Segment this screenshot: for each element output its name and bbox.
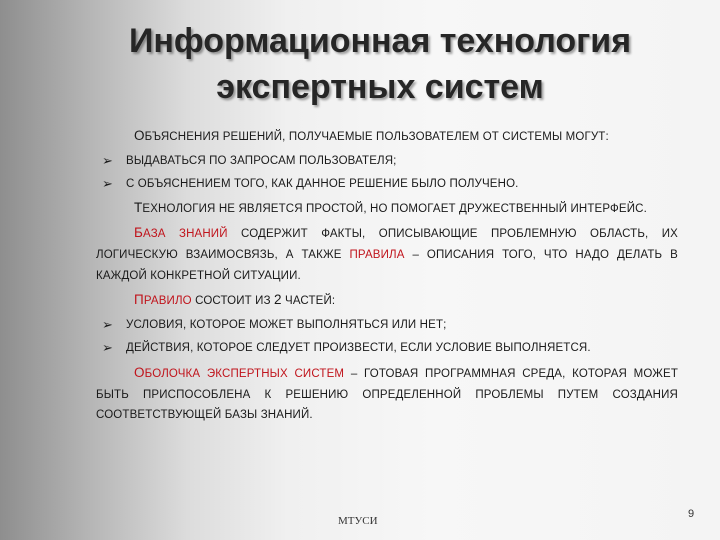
- slide-body: [96, 126, 678, 426]
- slide-title: Информационная технология экспертных систем: [128, 22, 632, 106]
- term-expert-system-shell: БОЛОЧКА ЭКСПЕРТНЫХ СИСТЕМ: [144, 367, 345, 380]
- drop-letter: Т: [134, 199, 143, 215]
- paragraph-text: – ГОТОВАЯ ПРОГРАММНАЯ СРЕДА, КОТОРАЯ МОЖЕТ БЫТЬ ПРИСПОСОБЛЕНА К РЕШЕНИЮ ОПРЕДЕЛЕННОЙ ПРОБЛЕМЫ ПУТЕМ СОЗДАНИЯ СООТВЕТСТВУЮЩЕЙ БАЗЫ ЗНАНИЙ.: [96, 367, 679, 422]
- paragraph-shell: [96, 363, 678, 426]
- drop-letter: О: [134, 364, 145, 380]
- paragraph-rule: [96, 290, 678, 312]
- arrow-bullet-icon: ➢: [102, 176, 114, 192]
- paragraph-text: СОДЕРЖИТ ФАКТЫ, ОПИСЫВАЮЩИЕ ПРОБЛЕМНУЮ ОБЛАСТЬ, ИХ ЛОГИЧЕСКУЮ ВЗАИМОСВЯЗЬ, А ТАКЖЕ: [96, 228, 678, 261]
- list-item-text: ДЕЙСТВИЯ, КОТОРОЕ СЛЕДУЕТ ПРОИЗВЕСТИ, ЕСЛИ УСЛОВИЕ ВЫПОЛНЯЕТСЯ.: [126, 342, 591, 355]
- paragraph-text: БЪЯСНЕНИЯ РЕШЕНИЙ, ПОЛУЧАЕМЫЕ ПОЛЬЗОВАТЕЛЕМ ОТ СИСТЕМЫ МОГУТ:: [144, 131, 609, 143]
- footer-organization: МТУСИ: [338, 515, 378, 527]
- term-rules: ПРАВИЛА: [349, 248, 405, 261]
- list-item: [102, 338, 678, 359]
- drop-letter: Б: [134, 225, 144, 241]
- arrow-bullet-icon: ➢: [102, 340, 114, 356]
- list-item-text: С ОБЪЯСНЕНИЕМ ТОГО, КАК ДАННОЕ РЕШЕНИЕ БЫЛО ПОЛУЧЕНО.: [126, 178, 519, 191]
- parts-count: 2: [274, 292, 282, 308]
- term-rule: РАВИЛО: [143, 295, 192, 308]
- drop-letter: О: [134, 128, 145, 143]
- paragraph-text: ЧАСТЕЙ:: [281, 295, 336, 308]
- list-item: [102, 151, 678, 172]
- list-item: [102, 315, 678, 336]
- arrow-bullet-icon: ➢: [102, 152, 114, 168]
- paragraph-text: ЕХНОЛОГИЯ НЕ ЯВЛЯЕТСЯ ПРОСТОЙ, НО ПОМОГАЕТ ДРУЖЕСТВЕННЫЙ ИНТЕРФЕЙС.: [142, 202, 647, 215]
- paragraph-text: СОСТОИТ ИЗ: [191, 295, 275, 308]
- term-knowledge-base: АЗА ЗНАНИЙ: [143, 228, 228, 241]
- list-item-text: УСЛОВИЯ, КОТОРОЕ МОЖЕТ ВЫПОЛНЯТЬСЯ ИЛИ НЕТ;: [126, 318, 447, 331]
- paragraph-technology: [96, 198, 678, 220]
- paragraph-knowledge-base: [96, 223, 678, 286]
- page-number: 9: [688, 508, 695, 520]
- list-item-text: ВЫДАВАТЬСЯ ПО ЗАПРОСАМ ПОЛЬЗОВАТЕЛЯ;: [126, 154, 397, 167]
- paragraph-explanations: [96, 126, 678, 148]
- arrow-bullet-icon: ➢: [102, 316, 114, 332]
- paragraph-text: – ОПИСАНИЯ ТОГО, ЧТО НАДО ДЕЛАТЬ В КАЖДОЙ КОНКРЕТНОЙ СИТУАЦИИ.: [96, 248, 678, 282]
- list-item: [102, 174, 678, 195]
- drop-letter: П: [134, 292, 144, 308]
